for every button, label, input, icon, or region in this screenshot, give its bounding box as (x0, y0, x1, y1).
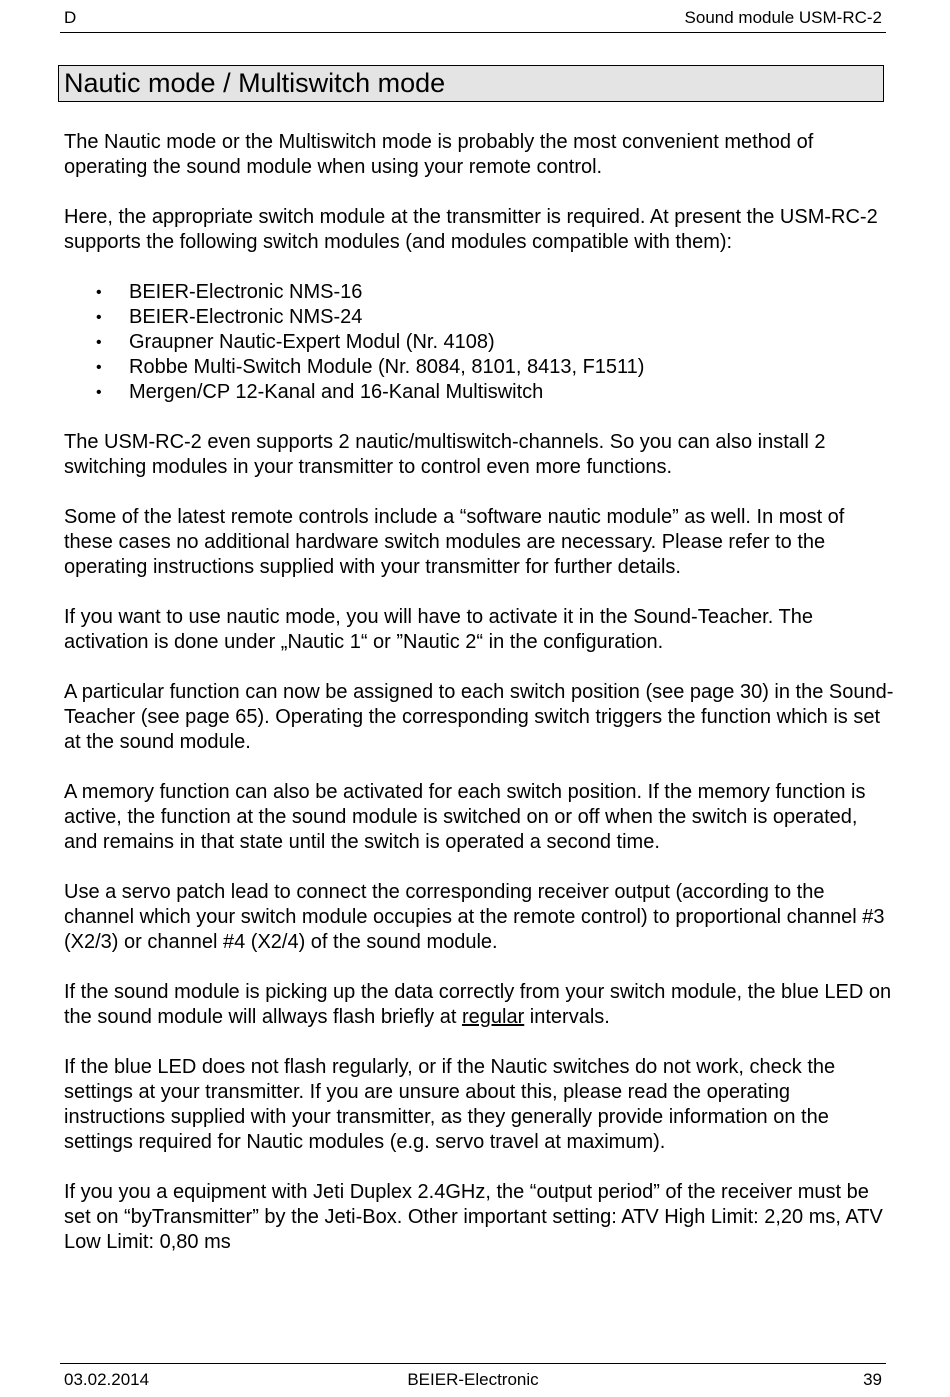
list-item (96, 305, 894, 330)
bullet-icon: • (96, 334, 102, 351)
list-item (96, 280, 894, 305)
bullet-icon: • (96, 284, 102, 301)
paragraph-function-assignment: A particular function can now be assigned to each switch position (see page 30) in the Sound-Teacher (see page 65). Operating the corresponding switch triggers the function which is set at the sound module. (64, 681, 894, 753)
paragraph-troubleshooting: If the blue LED does not flash regularly, or if the Nautic switches do not work, check the settings at your transmitter. If you are unsure about this, please read the operating instructions supplied with your transmitter, as they generally provide information on the settings required for Nautic modules (e.g. servo travel at maximum). (64, 1056, 836, 1153)
list-item-text: Mergen/CP 12-Kanal and 16-Kanal Multiswitch (129, 381, 544, 403)
list-item-text: BEIER-Electronic NMS-16 (129, 281, 363, 303)
page-header (60, 6, 886, 33)
page-content (64, 130, 894, 1280)
paragraph-dual-channels: The USM-RC-2 even supports 2 nautic/multiswitch-channels. So you can also install 2 switching modules in your transmitter to control even more functions. (64, 431, 826, 478)
bullet-icon: • (96, 384, 102, 401)
paragraph-servo-lead: Use a servo patch lead to connect the corresponding receiver output (according to the channel which your switch module occupies at the remote control) to proportional channel #3 (X2/3) or channel #4 (X2/4) of the sound module. (64, 881, 885, 953)
bullet-icon: • (96, 309, 102, 326)
header-document-title: Sound module USM-RC-2 (684, 8, 882, 27)
header-language: D (64, 8, 77, 27)
list-item-text: Robbe Multi-Switch Module (Nr. 8084, 8101, 8413, F1511) (129, 356, 645, 378)
paragraph-blue-led-end: intervals. (524, 1006, 610, 1028)
page-number: 39 (863, 1370, 882, 1389)
section-title: Nautic mode / Multiswitch mode (58, 65, 884, 102)
paragraph-software-module: Some of the latest remote controls include a “software nautic module” as well. In most of these cases no additional hardware switch modules are necessary. Please refer to the operating instructions supplied with your transmitter for further details. (64, 506, 845, 578)
underlined-word: regular (461, 1006, 525, 1028)
paragraph-blue-led-start: If the sound module is picking up the data correctly from your switch module, the blue LED on the sound module will allways flash briefly at (64, 981, 892, 1028)
paragraph-intro: The Nautic mode or the Multiswitch mode is probably the most convenient method of operating the sound module when using your remote control. (64, 131, 814, 178)
list-item (96, 380, 894, 405)
paragraph-blue-led (64, 980, 894, 1030)
bullet-icon: • (96, 359, 102, 376)
footer-date: 03.02.2014 (64, 1370, 150, 1389)
footer-company: BEIER-Electronic (407, 1370, 539, 1389)
module-list (64, 280, 894, 405)
paragraph-jeti-settings: If you you a equipment with Jeti Duplex 2.4GHz, the “output period” of the receiver must be set on “byTransmitter” by the Jeti-Box. Other important setting: ATV High Limit: 2,20 ms, ATV Low Limit: 0,80 ms (64, 1181, 883, 1253)
list-item (96, 355, 894, 380)
list-item (96, 330, 894, 355)
list-item-text: Graupner Nautic-Expert Modul (Nr. 4108) (129, 331, 495, 353)
paragraph-activation: If you want to use nautic mode, you will have to activate it in the Sound-Teacher. The activation is done under „Nautic 1“ or ”Nautic 2“ in the configuration. (64, 606, 813, 653)
paragraph-memory-function: A memory function can also be activated for each switch position. If the memory function is active, the function at the sound module is switched on or off when the switch is operated, and remains in that state until the switch is operated a second time. (64, 781, 866, 853)
paragraph-requirements: Here, the appropriate switch module at the transmitter is required. At present the USM-RC-2 supports the following switch modules (and modules compatible with them): (64, 206, 878, 253)
page-footer (60, 1363, 886, 1394)
list-item-text: BEIER-Electronic NMS-24 (129, 306, 363, 328)
